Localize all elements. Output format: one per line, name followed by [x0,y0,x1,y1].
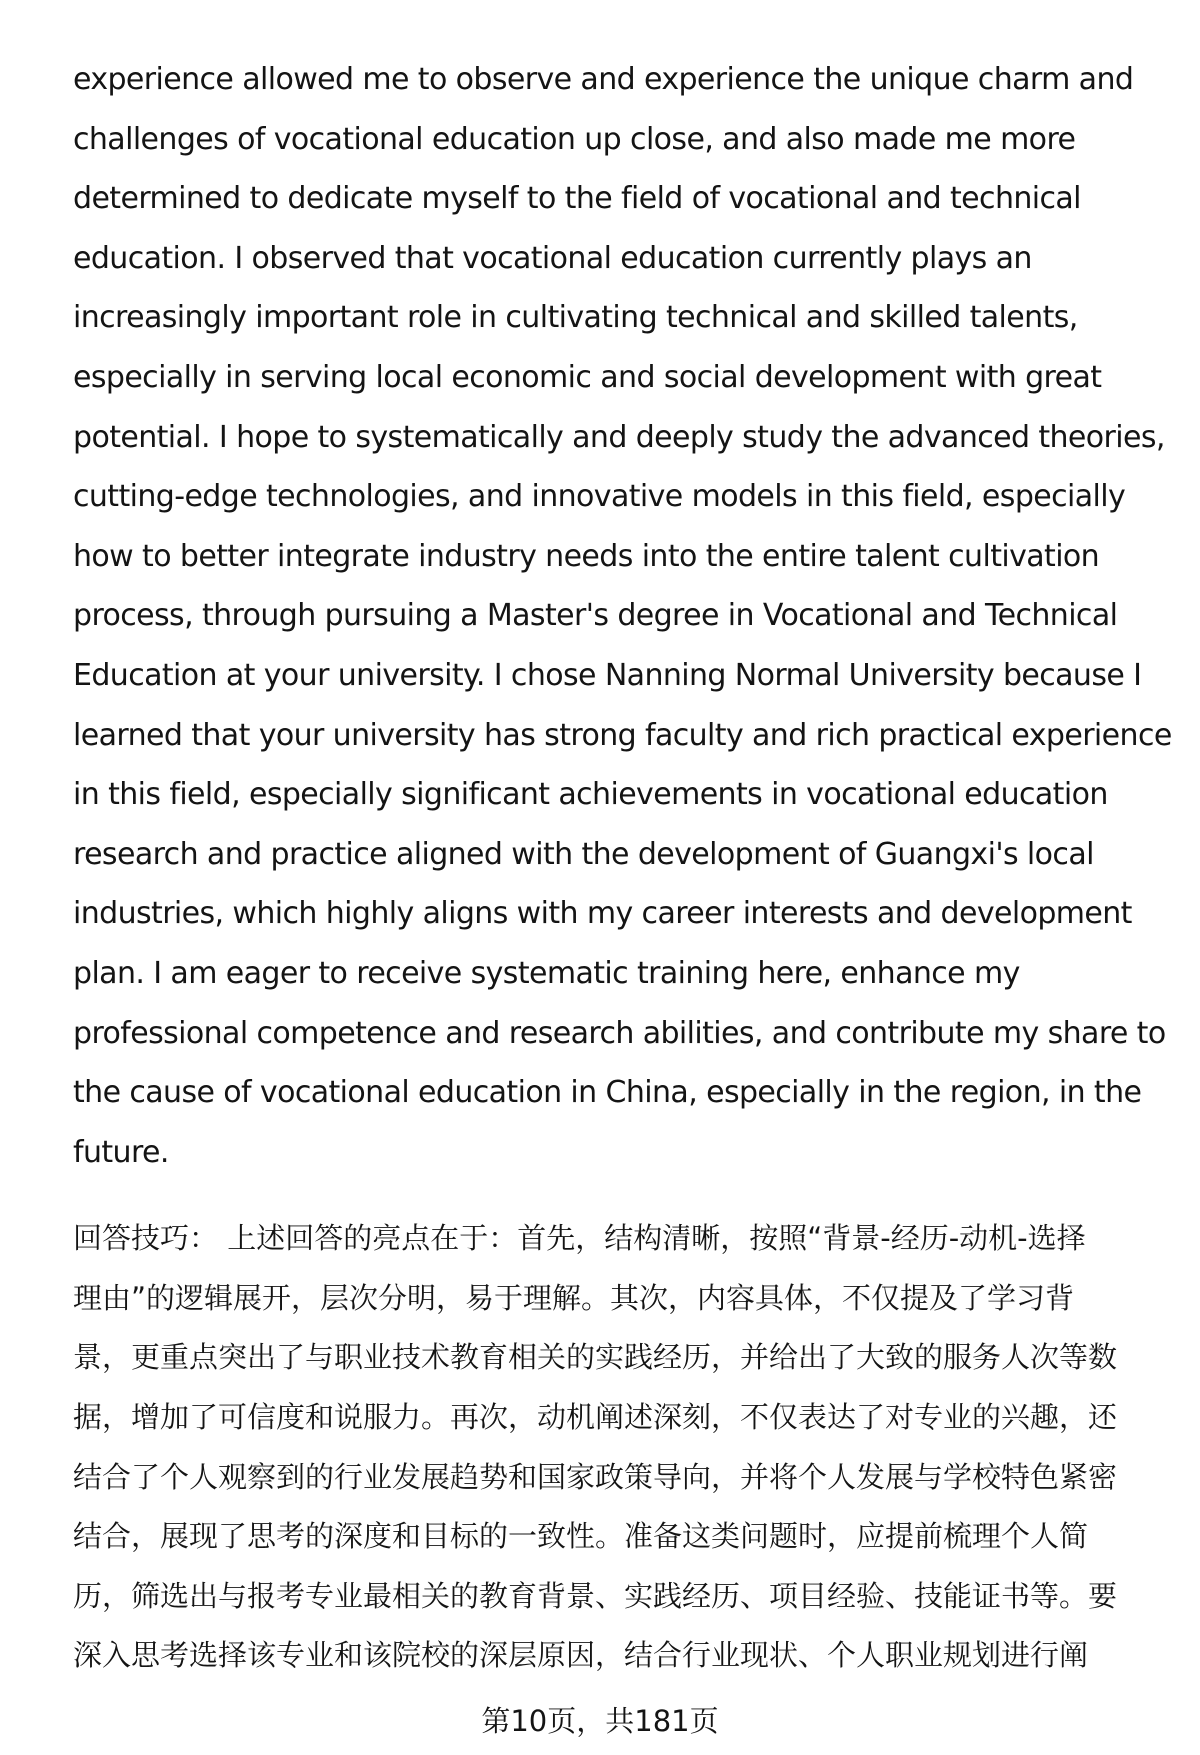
text-line: industries, which highly aligns with my career interests and development [73,896,1132,932]
text-line: 结合了个人观察到的行业发展趋势和国家政策导向，并将个人发展与学校特色紧密 [73,1459,1118,1494]
text-line: 据，增加了可信度和说服力。再次，动机阐述深刻，不仅表达了对专业的兴趣，还 [73,1400,1118,1435]
text-line: how to better integrate industry needs into the entire talent cultivation [73,538,1100,574]
text-line: plan. I am eager to receive systematic training here, enhance my [73,955,1020,991]
document-body [73,50,1172,1686]
text-line: especially in serving local economic and social development with great [73,359,1102,395]
text-line: potential. I hope to systematically and deeply study the advanced theories, [73,419,1165,455]
text-line: 景，更重点突出了与职业技术教育相关的实践经历，并给出了大致的服务人次等数 [73,1340,1118,1375]
text-line: in this field, especially significant achievements in vocational education [73,777,1108,813]
text-line: determined to dedicate myself to the field of vocational and technical [73,181,1081,217]
text-line: increasingly important role in cultivating technical and skilled talents, [73,300,1078,336]
text-line: process, through pursuing a Master's degree in Vocational and Technical [73,598,1118,634]
text-line: challenges of vocational education up close, and also made me more [73,121,1076,157]
text-line: Education at your university. I chose Nanning Normal University because I [73,657,1142,693]
text-line: 结合，展现了思考的深度和目标的一致性。准备这类问题时，应提前梳理个人简 [73,1519,1089,1554]
text-line: research and practice aligned with the development of Guangxi's local [73,836,1094,872]
text-line: the cause of vocational education in China, especially in the region, in the [73,1075,1142,1111]
text-line: future. [73,1134,169,1170]
text-line: 理由”的逻辑展开，层次分明，易于理解。其次，内容具体，不仅提及了学习背 [73,1280,1075,1315]
text-line: professional competence and research abilities, and contribute my share to [73,1015,1166,1051]
paragraph-spacer [73,1182,1148,1209]
text-line: cutting-edge technologies, and innovative models in this field, especially [73,479,1126,515]
text-line: 历，筛选出与报考专业最相关的教育背景、实践经历、项目经验、技能证书等。要 [73,1578,1118,1613]
text-line: 回答技巧： 上述回答的亮点在于：首先，结构清晰，按照“背景-经历-动机-选择 [73,1221,1086,1256]
text-line: 深入思考选择该专业和该院校的深层原因，结合行业现状、个人职业规划进行阐 [73,1638,1089,1673]
page-number-footer: 第10页，共181页 [481,1704,719,1738]
text-line: experience allowed me to observe and experience the unique charm and [73,62,1134,97]
english-answer-paragraph [73,50,1172,1182]
text-line: learned that your university has strong faculty and rich practical experience [73,717,1172,753]
answer-tips-paragraph [73,1209,1148,1686]
text-line: education. I observed that vocational education currently plays an [73,240,1032,276]
